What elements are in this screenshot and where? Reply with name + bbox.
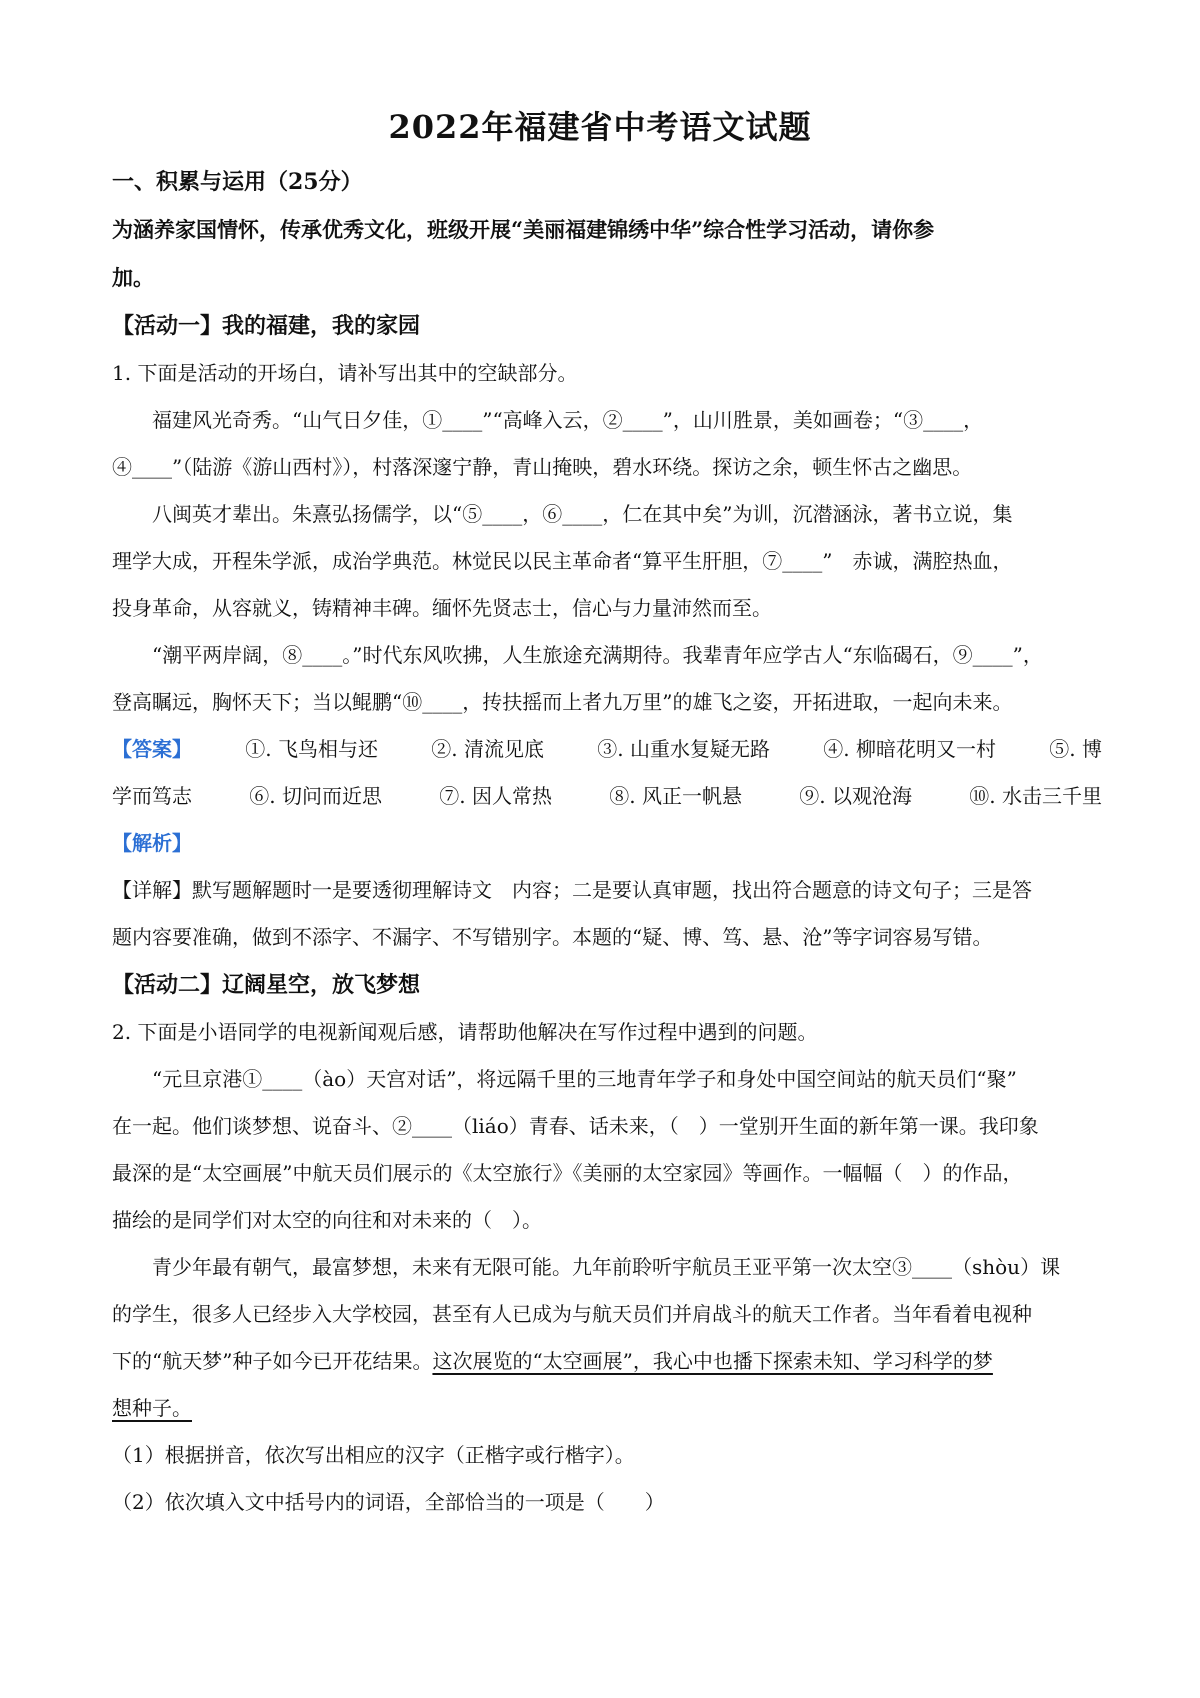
q2-paragraph1-cont3: 描绘的是同学们对太空的向往和对未来的（ ）。 <box>112 1208 542 1232</box>
page-title: 2022年福建省中考语文试题 <box>388 108 812 146</box>
activity2-heading: 【活动二】辽阔星空，放飞梦想 <box>112 972 421 998</box>
answer-item: 学而笃志 <box>112 784 192 808</box>
activity1-heading: 【活动一】我的福建，我的家园 <box>112 313 421 339</box>
q2-paragraph1-cont2: 最深的是“太空画展”中航天员们展示的《太空旅行》《美丽的太空家园》等画作。一幅幅（ ）的作品， <box>112 1161 1023 1185</box>
underlined-sentence: 这次展览的“太空画展”，我心中也播下探索未知、学习科学的梦 <box>432 1349 993 1373</box>
answer-item: ⑥. 切问而近思 <box>249 784 382 808</box>
detail-explanation: 【详解】默写题解题时一是要透彻理解诗文 内容；二是要认真审题，找出符合题意的诗文句子；三是答 <box>112 878 1032 902</box>
answer-item: ⑩. 水击三千里 <box>969 784 1102 808</box>
sub-question-1: （1）根据拼音，依次写出相应的汉字（正楷字或行楷字）。 <box>112 1443 635 1467</box>
q1-paragraph1-cont: ④____”（陆游《游山西村》），村落深邃宁静，青山掩映，碧水环绕。探访之余，顿生怀古之幽思。 <box>112 455 973 479</box>
q1-paragraph3-cont: 登高瞩远，胸怀天下；当以鲲鹏“⑩____，抟扶摇而上者九万里”的雄飞之姿，开拓进取，一起向未来。 <box>112 690 1013 714</box>
underlined-sentence-end: 想种子。 <box>112 1396 192 1420</box>
q1-paragraph2-cont2: 投身革命，从容就义，铸精神丰碑。缅怀先贤志士，信心与力量沛然而至。 <box>112 596 772 620</box>
answer-item: ①. 飞鸟相与还 <box>245 737 378 761</box>
q1-paragraph1: 福建风光奇秀。“山气日夕佳，①____”“高峰入云，②____”，山川胜景，美如画卷；“③____， <box>152 408 984 432</box>
question-2: 2. 下面是小语同学的电视新闻观后感，请帮助他解决在写作过程中遇到的问题。 <box>112 1020 818 1044</box>
answer-row-2 <box>112 773 1102 820</box>
answer-item: ⑦. 因人常热 <box>439 784 552 808</box>
answer-item: ②. 清流见底 <box>431 737 544 761</box>
answer-item: ③. 山重水复疑无路 <box>597 737 770 761</box>
section-heading: 一、积累与运用（25分） <box>112 169 363 195</box>
answer-label: 【答案】 <box>112 737 192 761</box>
plain-text: 下的“航天梦”种子如今已开花结果。 <box>112 1349 433 1373</box>
q2-paragraph2-cont3 <box>112 1385 1102 1432</box>
answer-row-1 <box>112 726 1102 773</box>
section-intro-cont: 加。 <box>112 265 154 290</box>
document-body <box>112 158 1102 1526</box>
answer-item: ⑨. 以观沧海 <box>799 784 912 808</box>
sub-question-2: （2）依次填入文中括号内的词语，全部恰当的一项是（ ） <box>112 1490 665 1514</box>
q2-paragraph1-cont: 在一起。他们谈梦想、说奋斗、②____（liáo）青春、话未来，（ ）一堂别开生面的新年第一课。我印象 <box>112 1114 1039 1138</box>
q1-paragraph2: 八闽英才辈出。朱熹弘扬儒学，以“⑤____，⑥____，仁在其中矣”为训，沉潜涵泳，著书立说，集 <box>152 502 1013 526</box>
q1-paragraph2-cont: 理学大成，开程朱学派，成治学典范。林觉民以民主革命者“算平生肝胆，⑦____” 赤诚，满腔热血， <box>112 549 1013 573</box>
answer-item: ⑤. 博 <box>1049 737 1102 761</box>
q2-paragraph1: “元旦京港①____（ào）天宫对话”，将远隔千里的三地青年学子和身处中国空间站的航天员们“聚” <box>152 1067 1017 1091</box>
q2-paragraph2-cont: 的学生，很多人已经步入大学校园，甚至有人已成为与航天员们并肩战斗的航天工作者。当年看着电视种 <box>112 1302 1032 1326</box>
question-1: 1. 下面是活动的开场白，请补写出其中的空缺部分。 <box>112 361 578 385</box>
q1-paragraph3: “潮平两岸阔，⑧____。”时代东风吹拂，人生旅途充满期待。我辈青年应学古人“东临碣石，⑨____”， <box>152 643 1043 667</box>
detail-explanation-cont: 题内容要准确，做到不添字、不漏字、不写错别字。本题的“疑、博、笃、悬、沧”等字词容易写错。 <box>112 925 993 949</box>
answer-item: ④. 柳暗花明又一村 <box>823 737 996 761</box>
section-intro: 为涵养家国情怀，传承优秀文化，班级开展“美丽福建锦绣中华”综合性学习活动，请你参 <box>112 217 935 242</box>
q2-paragraph2: 青少年最有朝气，最富梦想，未来有无限可能。九年前聆听宇航员王亚平第一次太空③____（shòu）课 <box>152 1255 1061 1279</box>
analysis-label: 【解析】 <box>112 831 192 855</box>
q2-paragraph2-cont2 <box>112 1338 1102 1385</box>
answer-item: ⑧. 风正一帆悬 <box>609 784 742 808</box>
